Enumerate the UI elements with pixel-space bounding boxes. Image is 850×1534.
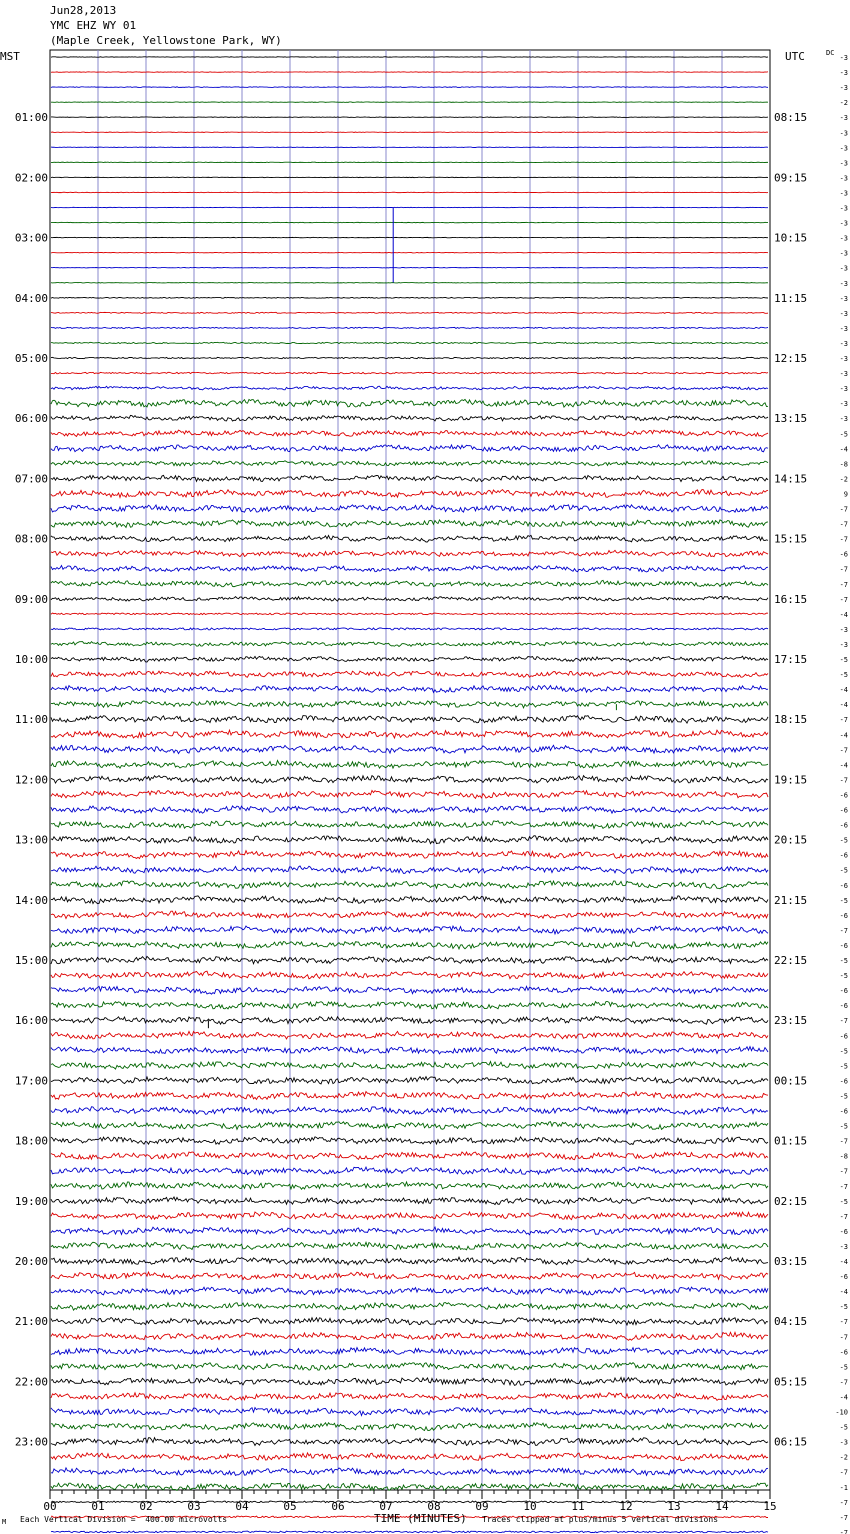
dc-offset-value: -6: [839, 1107, 848, 1116]
dc-offset-value: -3: [839, 114, 848, 123]
seismic-trace: [51, 1242, 768, 1250]
dc-offset-value: -7: [839, 1528, 848, 1534]
dc-offset-value: -6: [839, 851, 848, 860]
seismic-trace: [51, 971, 768, 979]
x-axis-label: TIME (MINUTES): [374, 1512, 467, 1525]
dc-offset-value: -4: [839, 445, 848, 454]
seismic-trace: [51, 1348, 768, 1356]
seismic-trace: [51, 357, 768, 358]
x-tick-label: 02: [139, 1500, 153, 1513]
dc-offset-value: -7: [839, 1212, 848, 1221]
dc-offset-value: -3: [839, 309, 848, 318]
seismic-trace: [51, 1393, 768, 1401]
dc-offset-value: -3: [839, 69, 848, 78]
dc-offset-value: -4: [839, 731, 848, 740]
dc-offset-value: -10: [835, 1408, 848, 1417]
x-tick-label: 03: [187, 1500, 201, 1513]
seismic-trace: [51, 460, 768, 465]
dc-offset-value: -4: [839, 1258, 848, 1266]
dc-offset-value: -5: [839, 1303, 848, 1312]
dc-offset-value: -5: [839, 430, 848, 439]
seismic-trace: [51, 87, 768, 88]
dc-offset-value: -6: [839, 941, 848, 950]
left-hour-label: 04:00: [14, 291, 48, 305]
dc-offset-value: -3: [839, 370, 848, 379]
seismic-trace: [51, 926, 768, 934]
dc-offset-value: -4: [839, 1393, 848, 1402]
left-hour-label: 22:00: [14, 1375, 48, 1389]
seismic-trace: [51, 1227, 768, 1235]
left-hour-label: 20:00: [14, 1255, 48, 1268]
seismic-trace: [51, 327, 768, 328]
dc-offset-value: -3: [839, 189, 848, 198]
left-hour-label: 13:00: [14, 833, 48, 847]
dc-offset-value: -7: [839, 580, 848, 589]
seismic-trace: [51, 1453, 768, 1461]
dc-offset-value: -2: [839, 1453, 848, 1462]
right-hour-label: 11:15: [774, 291, 808, 305]
right-hour-label: 00:15: [774, 1074, 808, 1088]
dc-offset-value: -7: [839, 505, 848, 514]
x-tick-label: 15: [763, 1500, 777, 1513]
dc-offset-value: -3: [839, 1438, 848, 1447]
dc-offset-value: -5: [839, 1062, 848, 1071]
seismic-trace: [51, 535, 768, 542]
seismic-trace: [51, 641, 768, 646]
dc-offset-value: -7: [839, 776, 848, 785]
seismic-trace: [51, 1468, 768, 1476]
dc-offset-value: -3: [839, 385, 848, 394]
x-tick-label: 06: [331, 1500, 345, 1513]
dc-offset-value: -3: [839, 640, 848, 649]
seismic-trace: [51, 580, 768, 586]
x-tick-label: 00: [43, 1500, 57, 1513]
seismic-trace: [51, 1137, 768, 1145]
dc-offset-value: -7: [839, 595, 848, 604]
dc-offset-value: -6: [839, 1032, 848, 1041]
seismic-trace: [51, 1317, 768, 1325]
right-timezone-label: UTC: [785, 50, 805, 63]
right-hour-label: 18:15: [774, 713, 808, 727]
dc-offset-value: -3: [839, 234, 848, 243]
seismic-trace: [51, 415, 768, 421]
left-hour-label: 09:00: [14, 592, 48, 606]
dc-offset-value: -6: [839, 881, 848, 890]
x-tick-label: 05: [283, 1500, 297, 1513]
dc-offset-value: -5: [839, 1092, 848, 1101]
seismic-trace: [51, 1257, 768, 1265]
right-hour-label: 15:15: [774, 532, 808, 546]
left-hour-label: 07:00: [14, 472, 48, 486]
dc-offset-value: -4: [839, 686, 848, 695]
x-tick-label: 11: [571, 1500, 585, 1513]
dc-offset-value: -2: [839, 475, 848, 484]
dc-offset-value: -3: [839, 355, 848, 363]
seismic-trace: [51, 1303, 768, 1311]
x-tick-label: 10: [523, 1500, 537, 1513]
dc-offset-value: -3: [839, 1242, 848, 1251]
seismic-trace: [51, 911, 768, 919]
seismic-trace: [51, 1122, 768, 1130]
seismic-trace: [51, 836, 768, 844]
station-date: Jun28,2013: [50, 4, 117, 17]
dc-offset-value: -5: [839, 671, 848, 680]
seismic-trace: [51, 896, 768, 904]
left-hour-label: 17:00: [14, 1074, 48, 1088]
dc-offset-value: -3: [839, 129, 848, 138]
dc-offset-value: -6: [839, 550, 848, 559]
seismic-trace: [51, 1152, 768, 1160]
right-hour-label: 06:15: [774, 1435, 808, 1449]
left-hour-label: 01:00: [14, 111, 48, 125]
seismic-trace: [51, 1287, 768, 1295]
station-location: (Maple Creek, Yellowstone Park, WY): [50, 34, 282, 47]
seismic-trace: [51, 1377, 768, 1385]
dc-offset-value: -8: [839, 1152, 848, 1161]
dc-offset-value: -4: [839, 701, 848, 710]
seismic-trace: [51, 671, 768, 677]
x-tick-label: 07: [379, 1500, 393, 1513]
x-tick-label: 01: [91, 1500, 105, 1513]
seismic-trace: [51, 1062, 768, 1070]
seismic-trace: [51, 1438, 768, 1446]
seismic-trace: [51, 986, 768, 994]
dc-offset-value: -3: [839, 174, 848, 183]
seismic-trace: [51, 701, 768, 708]
right-hour-label: 02:15: [774, 1194, 808, 1208]
dc-offset-value: -7: [839, 1318, 848, 1327]
right-hour-label: 22:15: [774, 954, 808, 967]
dc-offset-value: -3: [839, 144, 848, 153]
right-hour-label: 21:15: [774, 893, 808, 907]
dc-offset-value: -5: [839, 1122, 848, 1131]
left-timezone-label: MST: [0, 50, 20, 63]
left-hour-label: 18:00: [14, 1134, 48, 1148]
seismic-trace: [51, 342, 768, 343]
seismic-trace: [51, 1031, 768, 1039]
left-hour-label: 15:00: [14, 954, 48, 967]
dc-offset-value: -3: [839, 54, 848, 62]
seismic-trace: [51, 1167, 768, 1175]
seismic-trace: [51, 1197, 768, 1205]
seismic-trace: [51, 1408, 768, 1416]
left-hour-label: 16:00: [14, 1014, 48, 1028]
dc-offset-value: -7: [839, 1167, 848, 1176]
seismic-trace: [51, 1483, 768, 1491]
seismic-trace: [51, 386, 768, 390]
right-hour-label: 20:15: [774, 833, 808, 847]
dc-offset-value: -7: [839, 926, 848, 935]
right-hour-label: 23:15: [774, 1014, 808, 1028]
seismic-trace: [51, 475, 768, 481]
dc-offset-value: -5: [839, 656, 848, 664]
right-hour-label: 16:15: [774, 592, 808, 606]
dc-offset-value: -3: [839, 625, 848, 634]
dc-offset-value: -3: [839, 264, 848, 273]
dc-offset-value: -7: [839, 1468, 848, 1477]
seismic-trace: [51, 399, 768, 407]
dc-offset-value: -6: [839, 791, 848, 800]
dc-offset-value: [840, 54, 848, 62]
dc-offset-value: -5: [839, 896, 848, 905]
left-hour-label: 23:00: [14, 1435, 48, 1449]
dc-offset-value: 9: [843, 490, 848, 499]
clipping-note: Traces clipped at plus/minus 5 vertical divisions: [482, 1515, 719, 1524]
seismic-trace: [51, 430, 768, 436]
dc-offset-header: DC: [826, 49, 835, 57]
dc-offset-value: -3: [839, 294, 848, 303]
seismic-trace: [51, 1077, 768, 1084]
seismic-trace: [51, 942, 768, 949]
dc-offset-value: -7: [839, 716, 848, 725]
dc-offset-value: -6: [839, 911, 848, 920]
dc-offset-value: -5: [839, 836, 848, 845]
seismic-trace: [51, 1212, 768, 1220]
seismic-trace: [51, 686, 768, 693]
seismic-trace: [51, 760, 768, 768]
right-hour-label: 10:15: [774, 231, 808, 245]
seismic-trace: [51, 656, 768, 662]
dc-offset-value: -7: [839, 1017, 848, 1026]
dc-offset-value: -7: [839, 535, 848, 544]
seismic-trace: [51, 821, 768, 829]
seismic-trace: [51, 372, 768, 373]
dc-offset-value: -7: [839, 520, 848, 529]
dc-offset-value: -7: [839, 1182, 848, 1191]
seismic-trace: [51, 566, 768, 572]
left-hour-label: 05:00: [14, 352, 48, 365]
right-hour-label: 05:15: [774, 1375, 808, 1389]
dc-offset-value: -6: [839, 987, 848, 996]
seismic-trace: [51, 1107, 768, 1115]
right-hour-label: 03:15: [774, 1255, 808, 1268]
left-hour-label: 12:00: [14, 773, 48, 787]
seismic-trace: [51, 312, 768, 313]
seismic-trace: [51, 1332, 768, 1340]
seismic-trace: [51, 597, 768, 602]
dc-offset-value: -6: [839, 1227, 848, 1236]
seismic-trace: [51, 1531, 768, 1533]
dc-offset-value: -7: [839, 1378, 848, 1387]
seismic-trace: [51, 790, 768, 798]
seismic-trace: [51, 297, 768, 298]
dc-offset-value: -7: [839, 565, 848, 574]
dc-offset-value: -5: [839, 957, 848, 965]
seismic-trace: [51, 628, 768, 630]
dc-offset-value: -5: [839, 972, 848, 981]
dc-offset-value: -7: [839, 1137, 848, 1146]
dc-offset-value: -7: [839, 1333, 848, 1342]
station-code: YMC EHZ WY 01: [50, 19, 137, 32]
dc-offset-value: -3: [839, 159, 848, 168]
dc-offset-value: -2: [839, 99, 848, 108]
seismic-trace: [51, 745, 768, 753]
seismic-trace: [51, 716, 768, 724]
x-tick-label: 12: [619, 1500, 633, 1513]
right-hour-label: 01:15: [774, 1134, 808, 1148]
x-tick-label: 08: [427, 1500, 441, 1513]
seismic-trace: [51, 1047, 768, 1055]
dc-offset-value: -3: [839, 339, 848, 348]
dc-offset-value: -6: [839, 821, 848, 830]
right-hour-label: 09:15: [774, 171, 808, 185]
dc-offset-value: -4: [839, 610, 848, 619]
left-hour-label: 02:00: [14, 171, 48, 185]
x-tick-label: 09: [475, 1500, 489, 1513]
left-hour-label: 11:00: [14, 713, 48, 727]
footer-mark: M: [2, 1518, 7, 1526]
seismic-trace: [51, 520, 768, 528]
x-tick-label: 04: [235, 1500, 249, 1513]
seismic-trace: [51, 1501, 768, 1503]
dc-offset-value: -5: [839, 1423, 848, 1432]
right-hour-label: 12:15: [774, 352, 808, 365]
dc-offset-value: -3: [839, 204, 848, 213]
right-hour-label: 14:15: [774, 472, 808, 486]
x-tick-label: 14: [715, 1500, 729, 1513]
dc-offset-value: -6: [839, 1077, 848, 1086]
seismic-trace: [51, 776, 768, 784]
x-tick-label: 13: [667, 1500, 681, 1513]
seismic-trace: [51, 866, 768, 874]
dc-offset-value: -3: [839, 415, 848, 424]
dc-offset-value: -7: [839, 746, 848, 755]
dc-offset-value: -5: [839, 1363, 848, 1372]
seismic-trace: [51, 1092, 768, 1100]
left-hour-label: 14:00: [14, 893, 48, 907]
dc-offset-value: -3: [839, 324, 848, 333]
dc-offset-value: -4: [839, 761, 848, 770]
seismic-trace: [51, 613, 768, 615]
left-hour-label: 19:00: [14, 1194, 48, 1208]
left-hour-label: 10:00: [14, 653, 48, 666]
left-hour-label: 03:00: [14, 231, 48, 245]
seismic-trace: [51, 851, 768, 859]
seismic-trace: [51, 956, 768, 964]
dc-offset-value: -6: [839, 806, 848, 815]
dc-offset-value: -5: [839, 1197, 848, 1206]
right-hour-label: 08:15: [774, 111, 808, 125]
dc-offset-value: -5: [839, 866, 848, 875]
dc-offset-value: -8: [839, 460, 848, 469]
seismic-trace: [51, 881, 768, 889]
right-hour-label: 17:15: [774, 653, 808, 666]
dc-offset-value: -3: [839, 219, 848, 228]
seismic-trace: [51, 806, 768, 813]
dc-offset-value: -6: [839, 1348, 848, 1357]
right-hour-label: 04:15: [774, 1315, 808, 1329]
dc-offset-value: -6: [839, 1273, 848, 1282]
dc-offset-value: -3: [839, 400, 848, 409]
seismic-trace: [51, 730, 768, 738]
seismic-trace: [51, 550, 768, 557]
seismic-trace: [51, 1002, 768, 1009]
dc-offset-value: -1: [839, 1483, 848, 1492]
seismic-trace: [51, 445, 768, 452]
seismic-trace: [51, 505, 768, 512]
left-hour-label: 21:00: [14, 1315, 48, 1329]
dc-offset-value: -7: [839, 1498, 848, 1507]
seismic-trace: [51, 1423, 768, 1431]
dc-offset-value: -5: [839, 1047, 848, 1056]
seismic-trace: [51, 1016, 768, 1024]
dc-offset-value: -6: [839, 1002, 848, 1011]
dc-offset-value: -7: [839, 1513, 848, 1522]
seismic-trace: [51, 1363, 768, 1370]
left-hour-label: 06:00: [14, 412, 48, 426]
vertical-scale-note: Each Vertical Division = 400.00 microvolts: [20, 1515, 228, 1524]
right-hour-label: 19:15: [774, 773, 808, 787]
dc-offset-value: -3: [839, 279, 848, 288]
seismic-trace: [51, 490, 768, 498]
seismic-trace: [51, 1182, 768, 1189]
right-hour-label: 13:15: [774, 412, 808, 426]
left-hour-label: 08:00: [14, 532, 48, 546]
dc-offset-value: -3: [839, 249, 848, 258]
seismic-trace: [51, 1272, 768, 1279]
dc-offset-value: -4: [839, 1288, 848, 1297]
